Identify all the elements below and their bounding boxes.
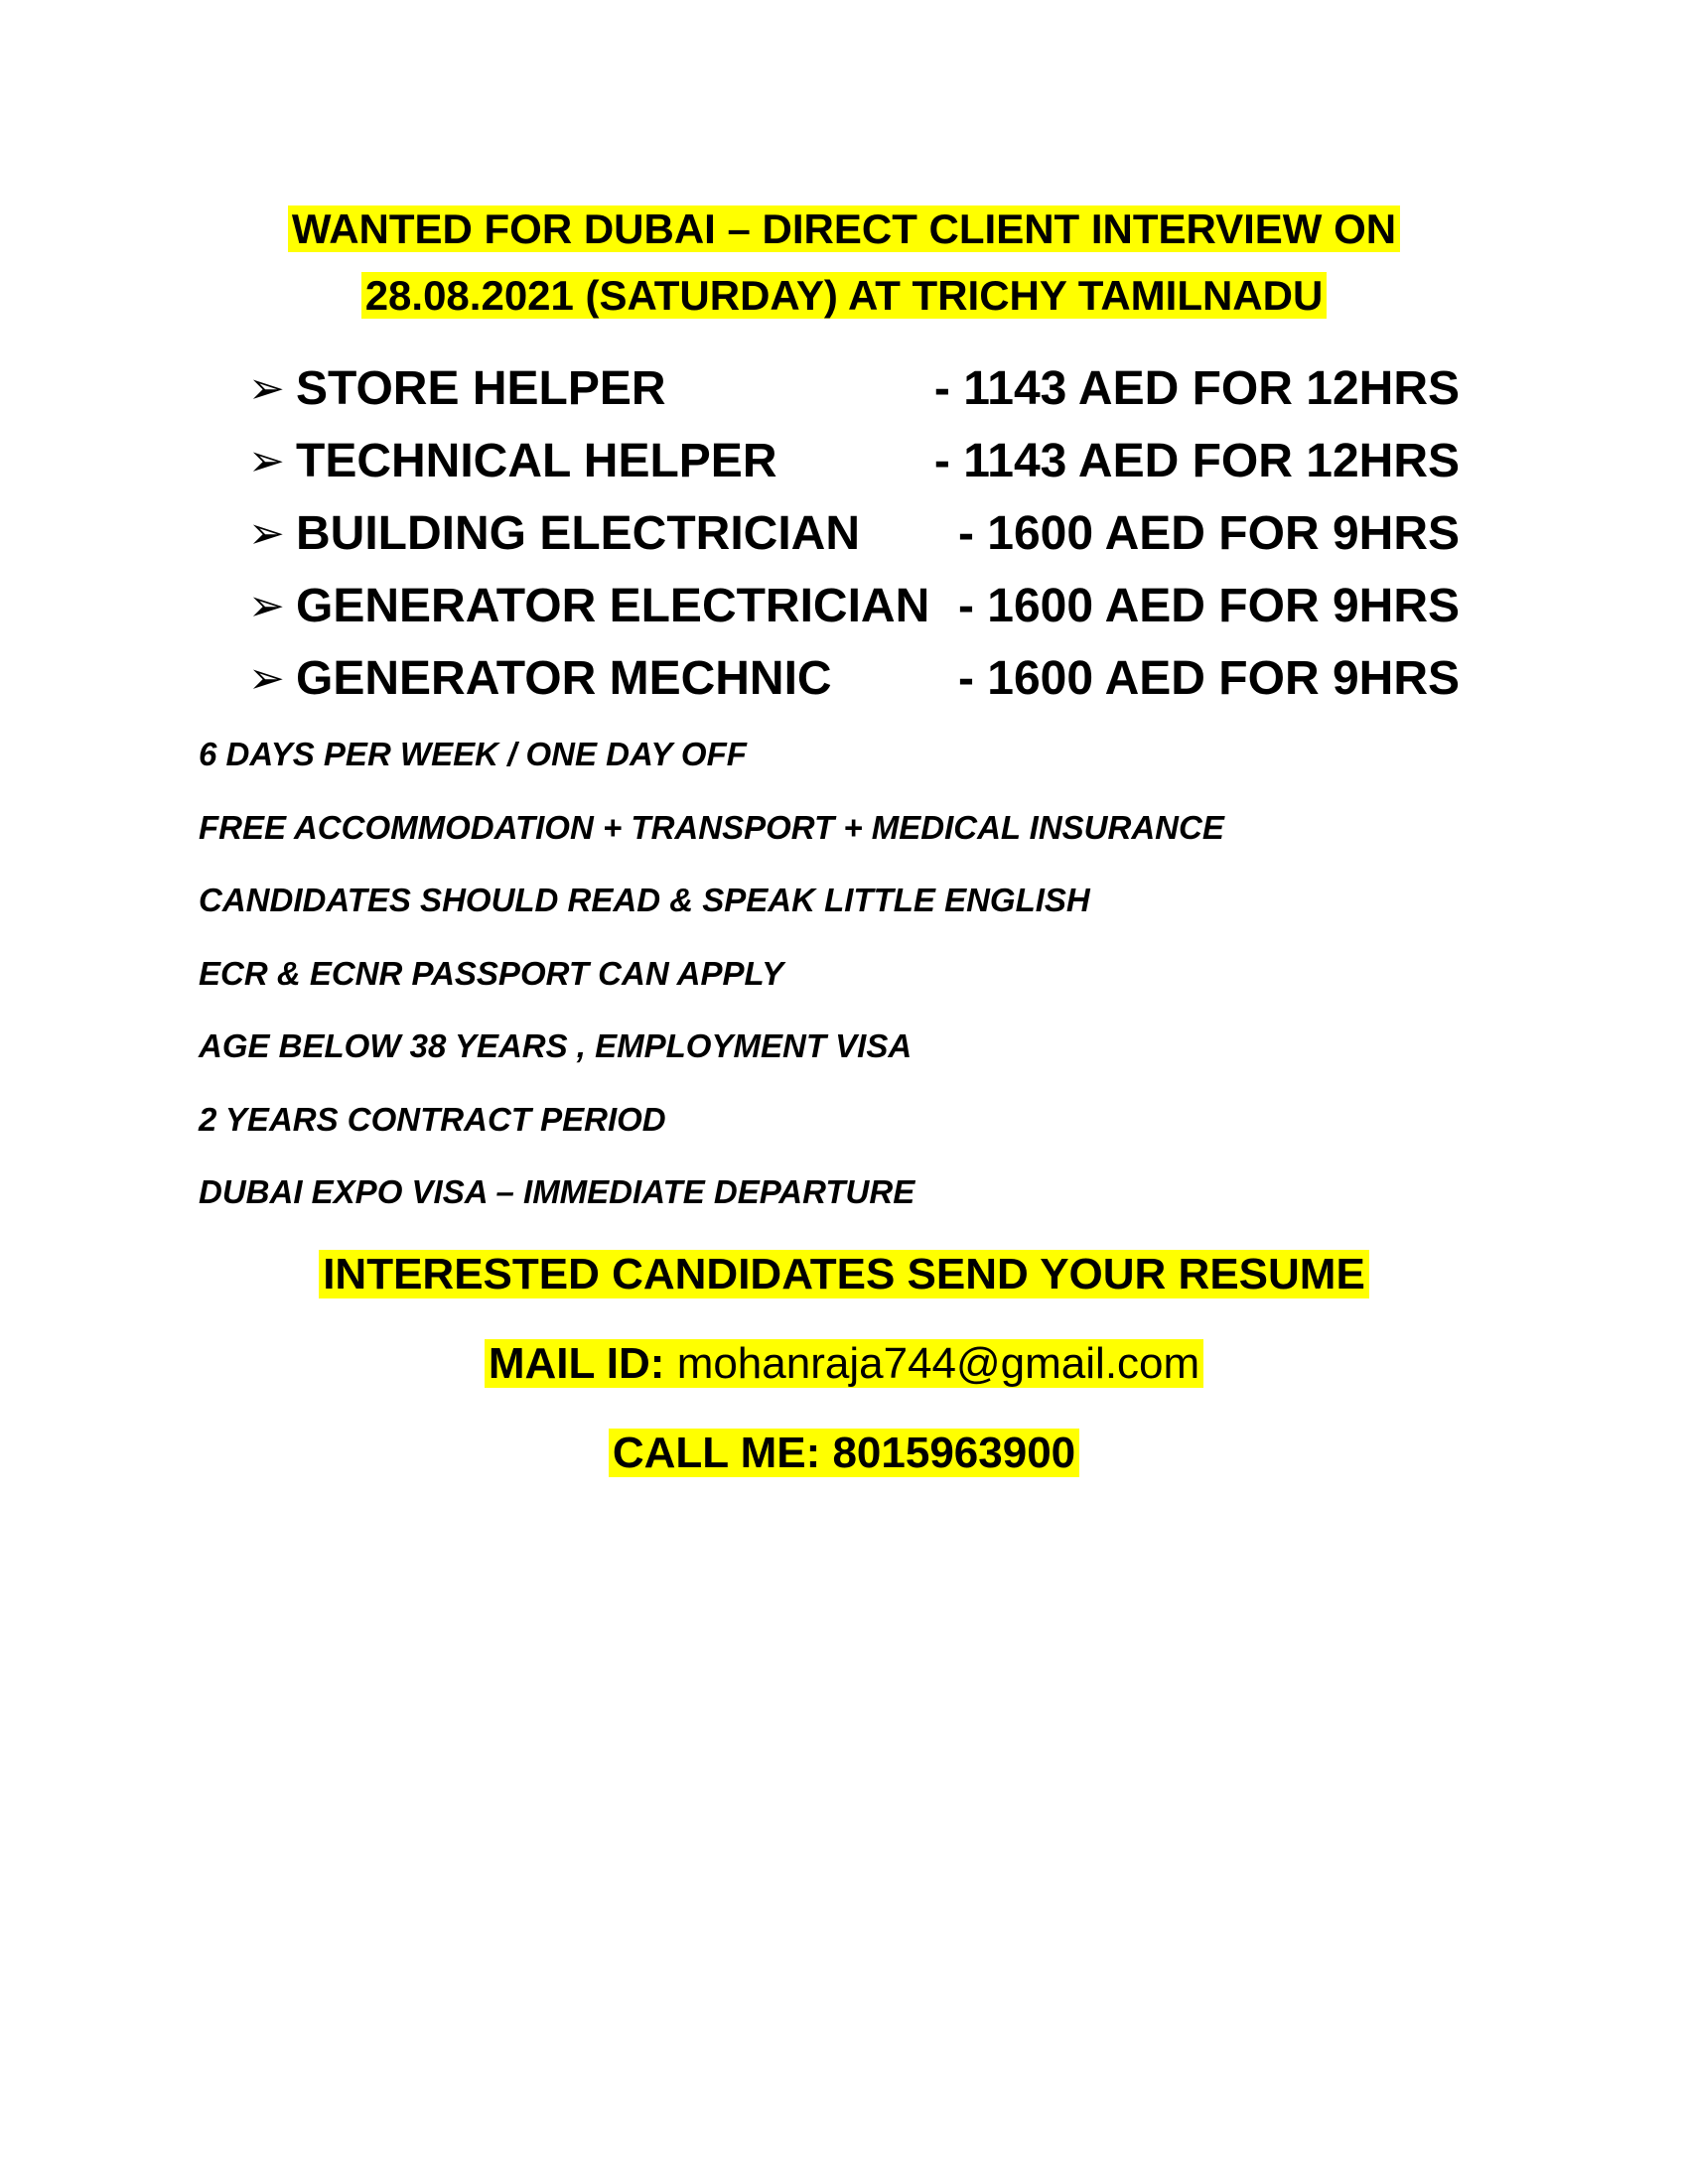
resume-callout bbox=[0, 1246, 1688, 1303]
arrow-bullet-icon: ➢ bbox=[248, 509, 285, 558]
detail-item: 6 DAYS PER WEEK / ONE DAY OFF bbox=[199, 736, 747, 772]
job-salary: - 1600 AED FOR 9HRS bbox=[957, 507, 1460, 560]
job-item bbox=[248, 642, 1460, 715]
detail-item: ECR & ECNR PASSPORT CAN APPLY bbox=[199, 954, 784, 992]
detail-item: 2 YEARS CONTRACT PERIOD bbox=[199, 1100, 666, 1138]
phone-contact-text: CALL ME: 8015963900 bbox=[609, 1429, 1079, 1477]
detail-item: DUBAI EXPO VISA – IMMEDIATE DEPARTURE bbox=[199, 1173, 915, 1210]
job-title: GENERATOR ELECTRICIAN bbox=[296, 580, 930, 632]
job-title: GENERATOR MECHNIC bbox=[296, 652, 832, 705]
job-salary: - 1143 AED FOR 12HRS bbox=[933, 435, 1460, 487]
job-title: TECHNICAL HELPER bbox=[296, 435, 777, 487]
job-salary: - 1600 AED FOR 9HRS bbox=[957, 652, 1460, 705]
details-list bbox=[199, 735, 1224, 1246]
detail-item: AGE BELOW 38 YEARS , EMPLOYMENT VISA bbox=[199, 1027, 913, 1064]
headline-text-1: WANTED FOR DUBAI – DIRECT CLIENT INTERVIEW ON bbox=[288, 205, 1400, 252]
arrow-bullet-icon: ➢ bbox=[248, 582, 285, 630]
job-item bbox=[248, 497, 1460, 570]
arrow-bullet-icon: ➢ bbox=[248, 364, 285, 413]
mail-label: MAIL ID: bbox=[488, 1339, 665, 1388]
job-list bbox=[248, 352, 1460, 715]
mail-address-link[interactable]: mohanraja744@gmail.com bbox=[676, 1339, 1200, 1388]
job-item bbox=[248, 570, 1460, 642]
detail-item: FREE ACCOMMODATION + TRANSPORT + MEDICAL INSURANCE bbox=[199, 808, 1224, 846]
job-salary: - 1600 AED FOR 9HRS bbox=[957, 580, 1460, 632]
resume-callout-text: INTERESTED CANDIDATES SEND YOUR RESUME bbox=[319, 1250, 1369, 1298]
detail-item: CANDIDATES SHOULD READ & SPEAK LITTLE ENGLISH bbox=[199, 882, 1090, 918]
job-title: BUILDING ELECTRICIAN bbox=[296, 507, 860, 560]
mail-contact-highlight bbox=[485, 1339, 1203, 1388]
job-title: STORE HELPER bbox=[296, 362, 666, 415]
headline-line-1 bbox=[0, 202, 1688, 257]
headline-line-2 bbox=[0, 268, 1688, 324]
arrow-bullet-icon: ➢ bbox=[248, 654, 285, 703]
job-item bbox=[248, 425, 1460, 497]
mail-contact bbox=[0, 1335, 1688, 1393]
job-item bbox=[248, 352, 1460, 425]
arrow-bullet-icon: ➢ bbox=[248, 437, 285, 485]
headline-text-2: 28.08.2021 (SATURDAY) AT TRICHY TAMILNADU bbox=[361, 272, 1328, 319]
phone-contact bbox=[0, 1425, 1688, 1482]
job-salary: - 1143 AED FOR 12HRS bbox=[933, 362, 1460, 415]
